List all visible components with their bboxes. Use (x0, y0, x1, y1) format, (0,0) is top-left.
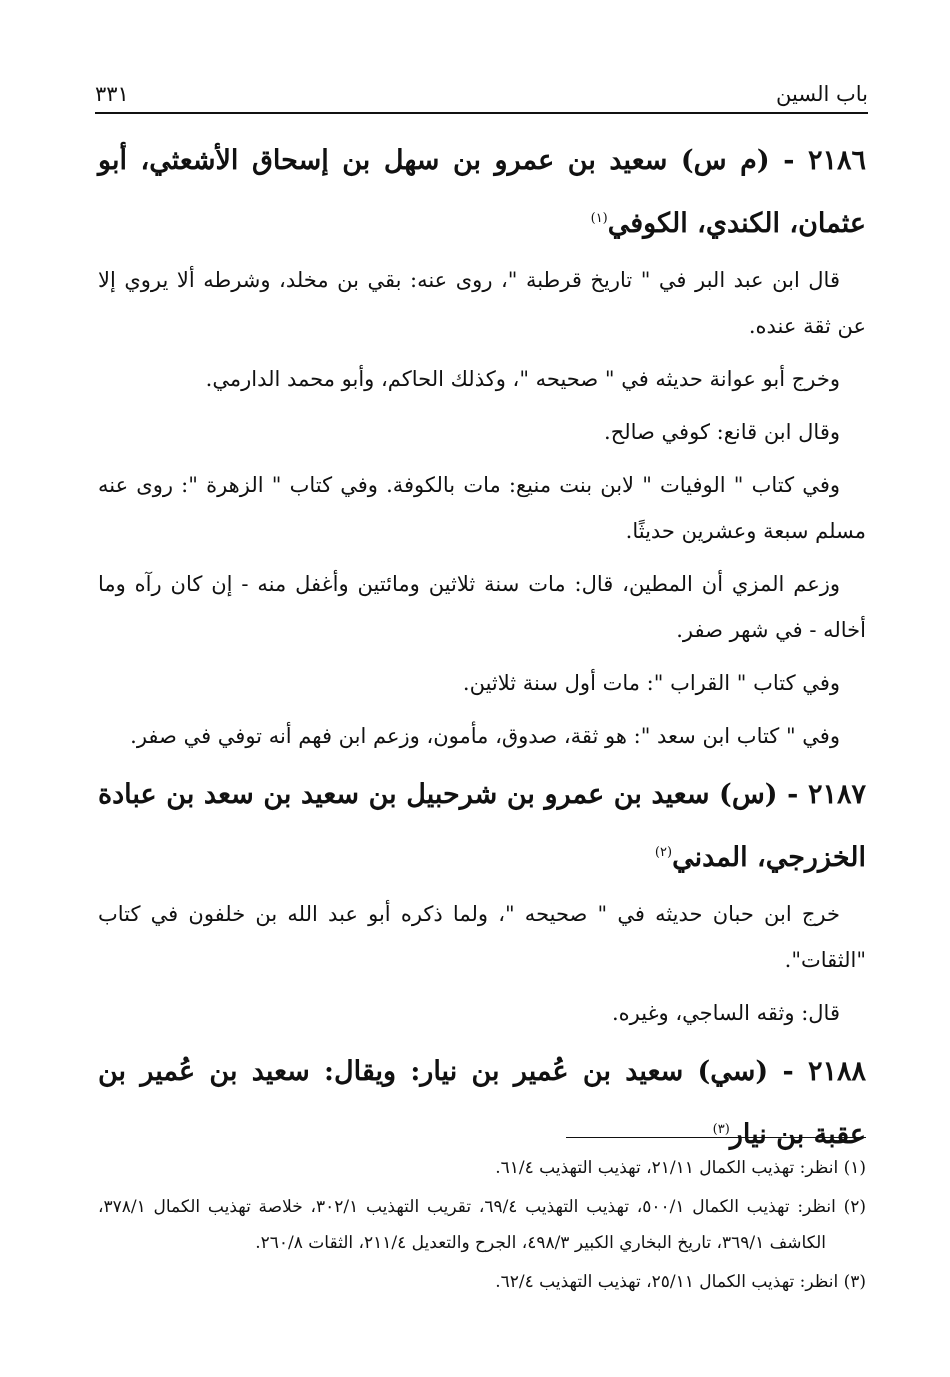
entry-title: ٢١٨٦ - (م س) سعيد بن عمرو بن سهل بن إسحاق الأشعثي، أبو عثمان، الكندي، الكوفي$^{(١)}$ (98, 145, 866, 239)
page-body (98, 132, 866, 1168)
running-header (95, 72, 868, 114)
chapter-title: باب السين (776, 82, 868, 106)
paragraph: وفي " كتاب ابن سعد ": هو ثقة، صدوق، مأمون، وزعم ابن فهم أنه توفي في صفر. (130, 724, 840, 748)
footnote-ref: (٢) (654, 845, 673, 860)
footnote: (٣) انظر: تهذيب الكمال ٢٥/١١، تهذيب التهذيب ٦٢/٤. (495, 1272, 866, 1292)
entry-2186 (98, 132, 866, 759)
page-number: ٣٣١ (95, 82, 129, 106)
paragraph: وزعم المزي أن المطين، قال: مات سنة ثلاثين ومائتين وأغفل منه - إن كان رآه وما أخاله - في شهر صفر. (98, 572, 866, 642)
footnote: (١) انظر: تهذيب الكمال ٢١/١١، تهذيب التهذيب ٦١/٤. (495, 1158, 866, 1178)
paragraph: وقال ابن قانع: كوفي صالح. (604, 420, 840, 444)
footnote-ref: (١) (590, 211, 608, 226)
paragraph: وخرج أبو عوانة حديثه في " صحيحه "، وكذلك الحاكم، وأبو محمد الدارمي. (205, 367, 840, 391)
entry-2188 (98, 1043, 866, 1164)
paragraph: وفي كتاب " الوفيات " لابن بنت منيع: مات بالكوفة. وفي كتاب " الزهرة ": روى عنه مسلم سبعة وعشرين حديثًا. (98, 473, 866, 543)
paragraph: خرج ابن حبان حديثه في " صحيحه "، ولما ذكره أبو عبد الله بن خلفون في كتاب "الثقات". (98, 902, 866, 972)
paragraph: قال: وثقه الساجي، وغيره. (611, 1001, 840, 1025)
entry-title: ٢١٨٧ - (س) سعيد بن عمرو بن شرحبيل بن سعيد بن سعد بن عبادة الخزرجي، المدني$^{(٢)}$ (98, 779, 866, 873)
footnote: (٢) انظر: تهذيب الكمال ٥٠٠/١، تهذيب التهذيب ٦٩/٤، تقريب التهذيب ٣٠٢/١، خلاصة تهذيب الكمال ٣٧٨/١، الكاشف ٣٦٩/١، تاريخ البخاري الكبير ٤٩٨/٣، الجرح والتعديل ٢١١/٤، الثقات ٢٦٠/٨. (98, 1197, 866, 1253)
footnotes (98, 1150, 866, 1303)
entry-title: ٢١٨٨ - (سي) سعيد بن عُمير بن نيار: ويقال: سعيد بن عُمير بن عقبة بن نيار$^{(٣)}$ (98, 1056, 866, 1150)
entry-2187 (98, 766, 866, 1036)
paragraph: وفي كتاب " القراب ": مات أول سنة ثلاثين. (462, 671, 840, 695)
footnote-divider (566, 1137, 866, 1138)
footnote-ref: (٣) (712, 1122, 730, 1137)
paragraph: قال ابن عبد البر في " تاريخ قرطبة "، روى عنه: بقي بن مخلد، وشرطه ألا يروي إلا عن ثقة عنده. (98, 268, 866, 338)
